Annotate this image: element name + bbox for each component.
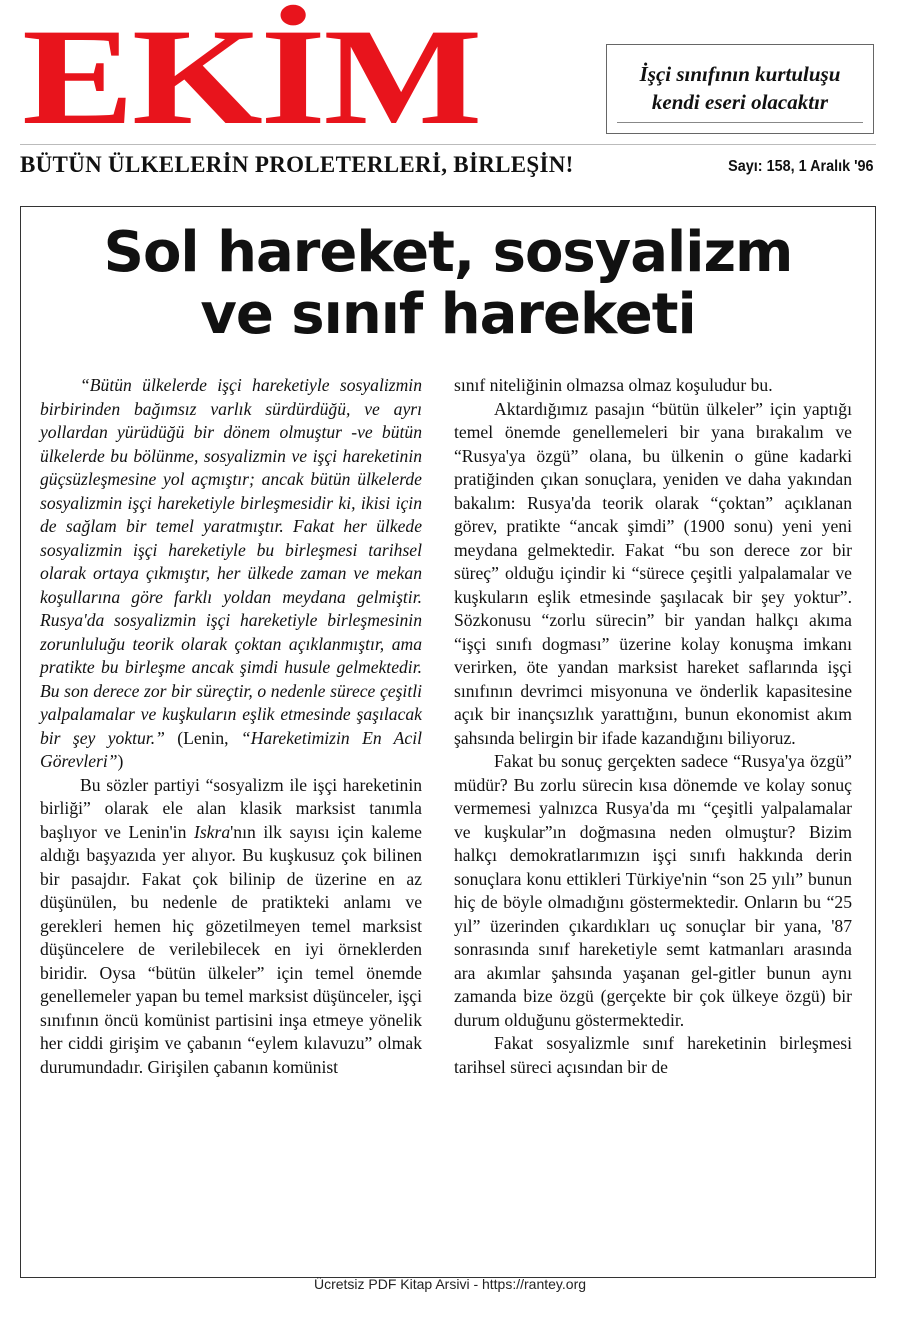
- article-paragraph: Bu sözler partiyi “sosyalizm ile işçi hareketinin birliği” olarak ele alan klasik marksist tanımla başlıyor ve Lenin'in Iskra'nın ilk sayısı için kaleme aldığı başyazıda yer alıyor. Bu kuşkusuz çok bilinen bir pasajdır. Fakat çok bilinip de üzerine en az düşünülen, bu nedenle de pratikteki anlamı ve gerekleri hemen hiç gözetilmeyen temel marksist düşüncelere de verilebilecek en iyi örneklerden biridir. Oysa “bütün ülkeler” için temel önemde genellemeler yapan bu temel marksist düşünceler, işçi sınıfının öncü komünist partisini inşa etmeye yönelik her ciddi girişim ve çabanın “eylem kılavuzu” olmak durumundadır. Girişilen çabanın komünist: [40, 774, 422, 1077]
- article-title-line-1: Sol hareket, sosyalizm: [103, 220, 793, 285]
- iskra-name: Iskra: [193, 821, 231, 842]
- article-title-line-2: ve sınıf hareketi: [200, 282, 696, 347]
- motto-line-1: İşçi sınıfının kurtuluşu: [639, 62, 841, 86]
- masthead-slogan: BÜTÜN ÜLKELERİN PROLETERLERİ, BİRLEŞİN!: [20, 152, 574, 177]
- quote-source-lead: (Lenin,: [164, 727, 241, 748]
- article-column-1: [40, 374, 422, 1079]
- article-paragraph: Aktardığımız pasajın “bütün ülkeler” için yaptığı temel önemde genellemeleri bir yana bırakalım ve “Rusya'ya özgü” olana, bu ülkenin o güne kadarki pratiğinden çıkan sonuçlara, yeniden ve daha yakından bakalım: Rusya'da teorik olarak “çoktan” açıklanan görev, pratikte “ancak şimdi” (1900 sonu) yeni yeni meydana gelmektedir. Fakat “bu son derece zor bir süreç” olduğu içindir ki “sürece çeşitli yalpalamalar ve kuşkuların eşlik etmesinde şaşılacak bir şey yoktur”. Sözkonusu “zorlu sürecin” bir yandan halkçı akıma “işçi sınıfı dogması” üzerine kolay konuşma imkanı verirken, öte yandan marksist hareket saflarında işçi sınıfının devrimci misyonuna ve önderlik kapasitesine açık bir inançsızlık yarattığını, bunun ekonomist akım şahsında belirgin bir ifade kazandığını biliyoruz.: [454, 398, 852, 748]
- motto-line-2: kendi eseri olacaktır: [651, 90, 829, 114]
- article-title: [20, 222, 876, 346]
- issue-info: Sayı: 158, 1 Aralık '96: [728, 158, 874, 175]
- lenin-quote: “Bütün ülkelerde işçi hareketiyle sosyalizmin birbirinden bağımsız varlık sürdürdüğü, ve ayrı yollardan yürüdüğü bir dönem olmuştur -ve bütün ülkelerde bu bölünme, sosyalizmin ve işçi hareketinin güçsüzleşmesine yol açmıştır; ancak bütün ülkelerde sosyalizmin işçi hareketiyle birleşmesidir ki, ikisi için de sağlam bir temel yaratmıştır. Fakat her ülkede sosyalizmin işçi hareketiyle bu birleşmesi tarihsel olarak ortaya çıkmıştır, her ülkede zaman ve mekan koşullarına göre farklı yoldan meydana gelmiştir. Rusya'da sosyalizmin işçi hareketiyle birleşmesinin zorunluluğu teorik olarak çoktan açıklanmıştır, ama pratikte bu birleşme ancak şimdi husule gelmektedir. Bu son derece zor bir süreçtir, o nedenle sürece çeşitli yalpalamalar ve kuşkuların eşlik etmesinde şaşılacak bir şey yoktur.”: [40, 375, 422, 748]
- motto: [606, 60, 874, 116]
- quote-source-title: “Hareketimizin En Acil Görevleri”: [40, 727, 422, 771]
- lenin-quote-paragraph: [40, 374, 422, 774]
- quote-source-end: ): [117, 751, 124, 771]
- article-paragraph: sınıf niteliğinin olmazsa olmaz koşuludur bu.: [454, 375, 773, 395]
- masthead-logo: EKİM: [22, 0, 480, 153]
- article-paragraph: Fakat bu sonuç gerçekten sadece “Rusya'ya özgü” müdür? Bu zorlu sürecin kısa dönemde ve kolay sonuç vermemesi yalnızca Rusya'da mı “çeşitli yalpalamalar ve kuşkular”ın doğmasına neden olmuştur? Bizim halkçı demokratlarımızın işçi sınıfı hakkında derin sonuçlara konu ettikleri Türkiye'nin “son 25 yılı” bunun hiç de böyle olmadığını göstermektedir. Onların bu “25 yıl” üzerinden çıkardıkları uç sonuçlar bir yana, '87 sonrasında sınıf hareketiyle semt katmanları arasında ara akımlar şahsında yaşanan gel-gitler bunun aynı zamanda bize özgü (gerçekte bir çok ülkeye özgü) bir durum olduğunu göstermektedir.: [454, 751, 852, 1030]
- article-column-2: [454, 374, 852, 1079]
- article-paragraph: Fakat sosyalizmle sınıf hareketinin birleşmesi tarihsel süreci açısından bir de: [454, 1033, 852, 1077]
- footer-link[interactable]: Ücretsiz PDF Kitap Arsivi - https://rantey.org: [313, 1276, 587, 1292]
- masthead-divider: [20, 144, 876, 145]
